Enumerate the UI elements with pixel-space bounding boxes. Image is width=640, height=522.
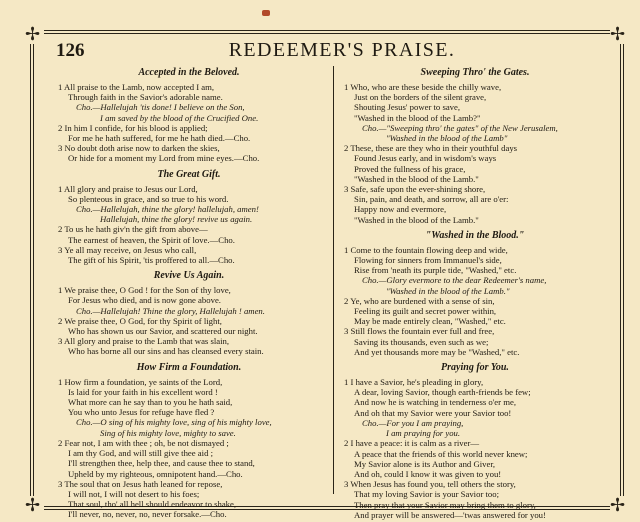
verse-line: My Savior alone is its Author and Giver, — [354, 458, 496, 469]
verse-line: The earnest of heaven, the Spirit of love.—Cho. — [68, 234, 235, 245]
hymn-text — [344, 377, 606, 520]
verse-line: 1 We praise thee, O God ! for the Son of thy love, — [58, 285, 231, 296]
verse-line: Just on the borders of the silent grave, — [354, 92, 487, 103]
verse-line: I'll never, no, never, no, never forsake.—Cho. — [68, 509, 227, 520]
verse-line: And yet thousands more may be "Washed," etc. — [354, 346, 520, 357]
verse-line: A dear, loving Savior, though earth-friends be few; — [354, 387, 531, 398]
hymn-text — [58, 377, 320, 520]
verse-line: I will not, I will not desert to his foes; — [68, 488, 200, 499]
chorus-line: Cho.—Hallelujah 'tis done! I believe on the Son, — [76, 102, 245, 113]
chorus-line: Cho.—Glory evermore to the dear Redeemer's name, — [362, 275, 547, 286]
verse-line: Proved the fullness of his grace, — [354, 163, 466, 174]
hymn-text — [58, 82, 320, 164]
verse-line: "Washed in the blood of the Lamb?" — [354, 112, 481, 123]
verse-line: 1 All praise to the Lamb, now accepted I am, — [58, 82, 215, 92]
verse-line: That my loving Savior is your Savior too; — [354, 489, 500, 500]
hymn-title: Accepted in the Beloved. — [138, 67, 240, 78]
verse-line: Rise from 'neath its purple tide, "Washed," etc. — [354, 265, 517, 276]
chorus-line: Hallelujah, thine the glory! revive us again. — [100, 214, 253, 225]
verse-line: I am thy God, and will still give thee aid ; — [68, 448, 214, 459]
chorus-line: Cho.—"Sweeping thro' the gates" of the New Jerusalem, — [362, 122, 558, 133]
chorus-line: Cho.—O sing of his mighty love, sing of his mighty love, — [76, 417, 272, 428]
verse-line: 1 I have a Savior, he's pleading in glory, — [344, 377, 484, 388]
hymn-title: "Washed in the Blood." — [425, 229, 525, 241]
verse-line: 1 Who, who are these beside the chilly wave, — [344, 82, 502, 92]
verse-line: "Washed in the blood of the Lamb." — [354, 173, 479, 184]
verse-line: "Washed in the blood of the Lamb." — [354, 214, 479, 225]
left-column — [58, 66, 320, 520]
verse-line: 3 All glory and praise to the Lamb that was slain, — [58, 336, 230, 347]
verse-line: May be made entirely clean, "Washed," etc. — [354, 316, 506, 327]
verse-line: 1 All glory and praise to Jesus our Lord, — [58, 183, 198, 194]
verse-line: What more can he say than to you he hath said, — [68, 397, 233, 408]
verse-line: Or hide for a moment my Lord from mine eyes.—Cho. — [68, 153, 260, 164]
verse-line: 1 How firm a foundation, ye saints of the Lord, — [58, 376, 223, 387]
hymn-title: Sweeping Thro' the Gates. — [420, 67, 530, 78]
verse-line: Who has borne all our sins and has cleansed every stain. — [68, 346, 264, 357]
chorus-line: Cho.—Hallelujah, thine the glory! hallelujah, amen! — [76, 204, 259, 215]
chorus-line: Sing of his mighty love, mighty to save. — [100, 427, 236, 438]
hymn-title: How Firm a Foundation. — [136, 361, 242, 373]
hymn-text — [58, 184, 320, 266]
verse-line: 3 Still flows the fountain ever full and free, — [344, 326, 495, 337]
verse-line: And oh that my Savior were your Savior too! — [354, 407, 512, 418]
verse-line: Is laid for your faith in his excellent word ! — [68, 386, 218, 397]
corner-ornament-icon: ✢ — [25, 495, 41, 515]
verse-line: And oh, could I know it was given to you! — [354, 468, 502, 479]
verse-line: Feeling its guilt and secret power within, — [354, 306, 497, 317]
hymn-text — [58, 285, 320, 356]
corner-ornament-icon: ✢ — [25, 24, 41, 44]
chorus-line: "Washed in the blood of the Lamb" — [386, 133, 508, 144]
verse-line: 2 Fear not, I am with thee ; oh, be not dismayed ; — [58, 437, 229, 448]
verse-line: 1 Come to the fountain flowing deep and wide, — [344, 244, 508, 255]
right-column — [344, 66, 606, 520]
verse-line: And prayer will be answered—'twas answered for you! — [354, 509, 546, 520]
verse-line: You who unto Jesus for refuge have fled ? — [68, 407, 215, 418]
verse-line: Happy now and evermore, — [354, 204, 447, 215]
hymn-title: Revive Us Again. — [153, 270, 225, 282]
verse-line: Who has shown us our Savior, and scattered our night. — [68, 326, 258, 337]
column-divider — [333, 66, 334, 494]
verse-line: 3 No doubt doth arise now to darken the skies, — [58, 143, 220, 154]
verse-line: Saving its thousands, even such as we; — [354, 336, 489, 347]
ink-mark — [262, 10, 270, 16]
verse-line: For Jesus who died, and is now gone above. — [68, 295, 221, 306]
verse-line: I'll strengthen thee, help thee, and cause thee to stand, — [68, 458, 255, 469]
verse-line: Upheld by my righteous, omnipotent hand.—Cho. — [68, 468, 243, 479]
verse-line: 2 In him I confide, for his blood is applied; — [58, 122, 208, 133]
hymn-title: The Great Gift. — [157, 168, 221, 180]
page-title: REDEEMER'S PRAISE. — [228, 39, 456, 61]
verse-line: Then pray that your Savior may bring them to glory, — [354, 499, 536, 510]
chorus-line: Cho.—Hallelujah! Thine the glory, Hallelujah ! amen. — [76, 305, 265, 316]
verse-line: Shouting Jesus' power to save, — [354, 102, 461, 113]
corner-ornament-icon: ✢ — [610, 24, 626, 44]
verse-line: A peace that the friends of this world never knew; — [354, 448, 528, 459]
verse-line: 3 The soul that on Jesus hath leaned for repose, — [58, 478, 223, 489]
verse-line: Found Jesus early, and in wisdom's ways — [354, 153, 497, 164]
verse-line: Through faith in the Savior's adorable name. — [68, 92, 223, 103]
verse-line: 2 To us he hath giv'n the gift from above— — [58, 224, 208, 235]
verse-line: And now he is watching in tenderness o'er me, — [354, 397, 517, 408]
verse-line: 2 We praise thee, O God, for thy Spirit of light, — [58, 315, 222, 326]
corner-ornament-icon: ✢ — [610, 495, 626, 515]
verse-line: That soul, tho' all hell should endeavor to shake, — [68, 499, 237, 510]
verse-line: 3 Ye all may receive, on Jesus who call, — [58, 244, 197, 255]
verse-line: 3 Safe, safe upon the ever-shining shore, — [344, 184, 486, 195]
verse-line: The gift of his Spirit, 'tis proffered to all.—Cho. — [68, 255, 235, 266]
hymn-text — [344, 245, 606, 357]
verse-line: 2 These, these are they who in their youthful days — [344, 143, 518, 154]
hymn-title: Praying for You. — [441, 362, 509, 374]
hymn-text — [344, 82, 606, 225]
page-number: 126 — [56, 40, 85, 61]
verse-line: 2 Ye, who are burdened with a sense of sin, — [344, 295, 495, 306]
verse-line: 3 When Jesus has found you, tell others the story, — [344, 479, 516, 490]
chorus-line: I am praying for you. — [386, 428, 461, 439]
verse-line: So plenteous in grace, and so true to his word. — [68, 193, 229, 204]
chorus-line: I am saved by the blood of the Crucified One. — [100, 112, 259, 123]
verse-line: Sin, pain, and death, and sorrow, all are o'er: — [354, 194, 509, 205]
verse-line: For me he hath suffered, for me he hath died.—Cho. — [68, 133, 251, 144]
page-header — [56, 38, 628, 64]
verse-line: Flowing for sinners from Immanuel's side, — [354, 255, 502, 266]
verse-line: 2 I have a peace: it is calm as a river— — [344, 438, 480, 449]
chorus-line: "Washed in the blood of the Lamb." — [386, 285, 510, 296]
chorus-line: Cho.—For you I am praying, — [362, 417, 464, 428]
